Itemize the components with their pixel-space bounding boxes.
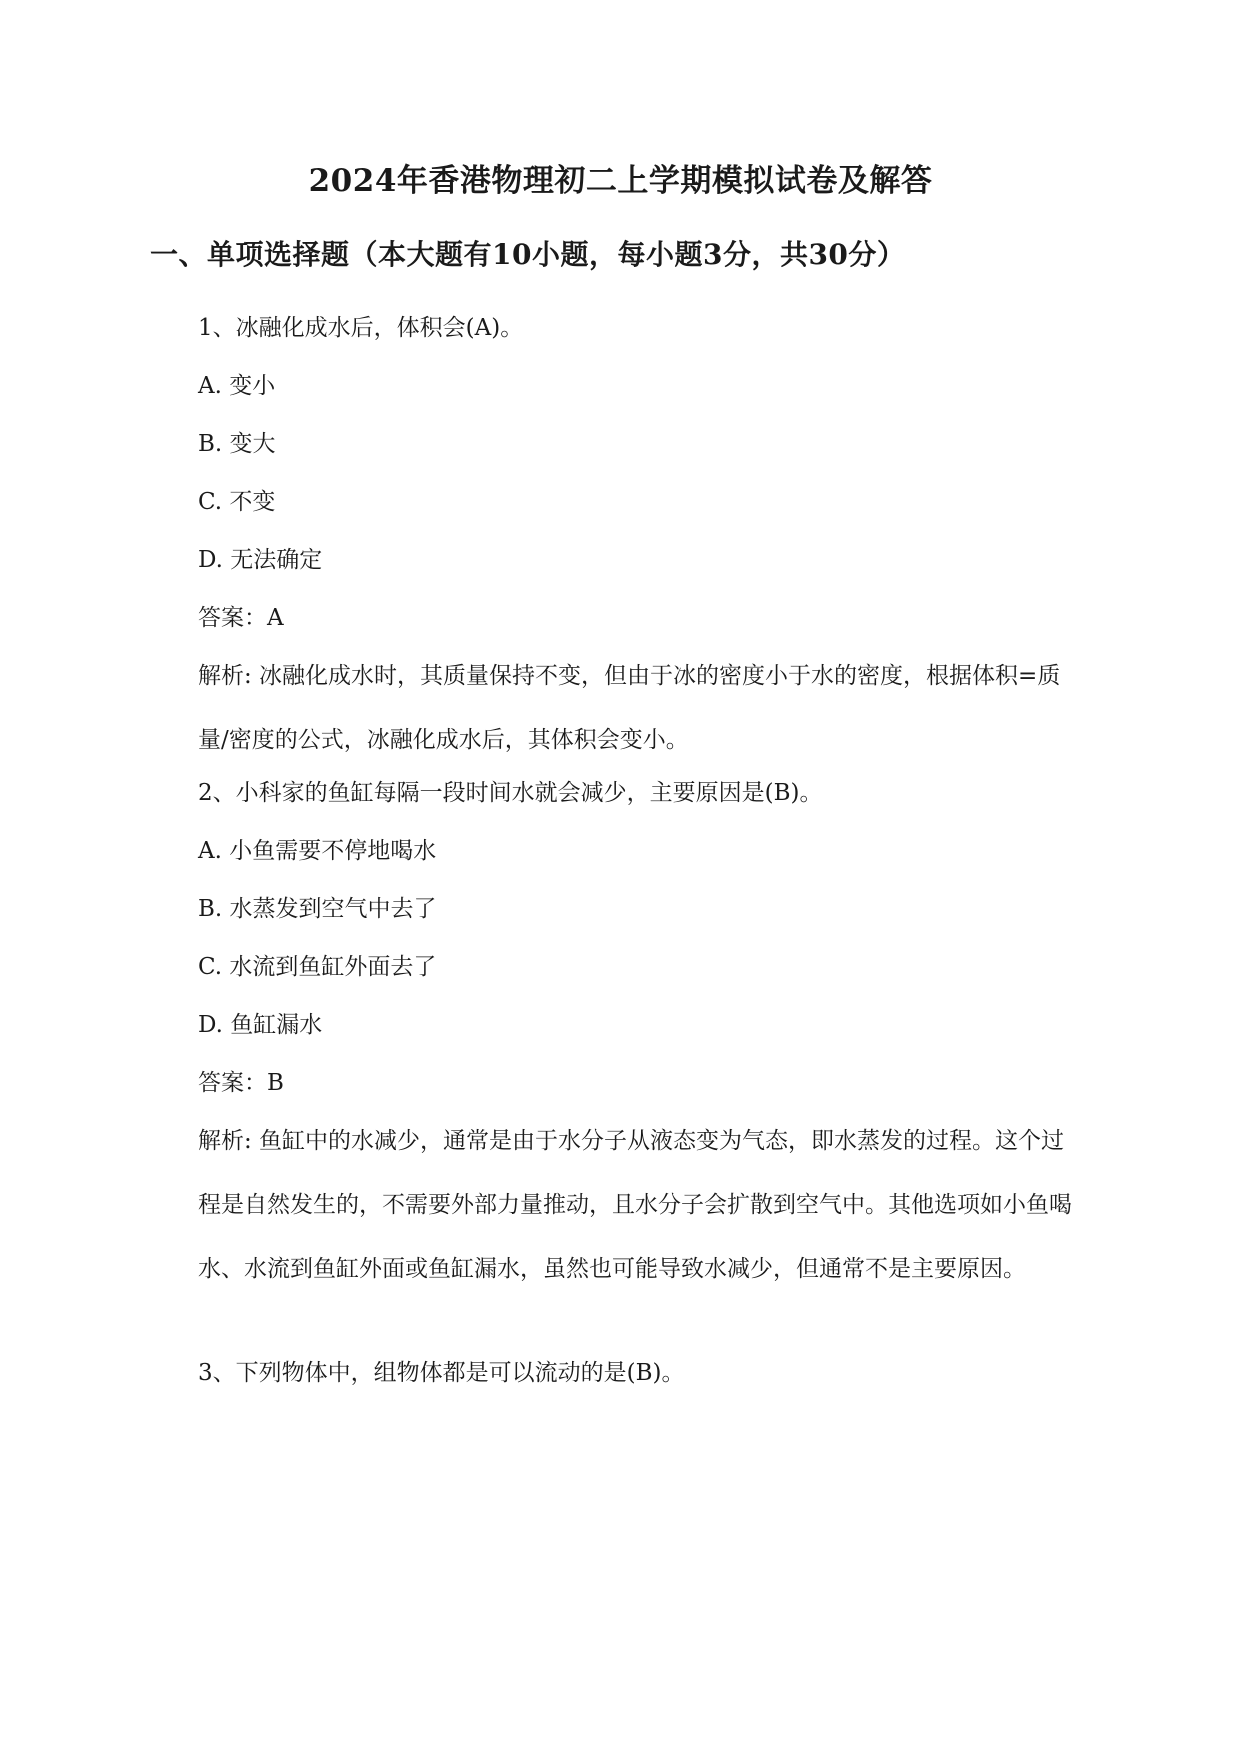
question-1-option-d: D. 无法确定	[198, 547, 323, 573]
question-1-stem: 1、冰融化成水后，体积会(A)。	[198, 315, 524, 341]
question-2-option-d: D. 鱼缸漏水	[198, 1012, 323, 1038]
question-2-stem: 2、小科家的鱼缸每隔一段时间水就会减少，主要原因是(B)。	[198, 780, 823, 806]
question-1-option-c: C. 不变	[198, 489, 276, 515]
question-2-answer: 答案：B	[198, 1070, 284, 1096]
question-2-option-a: A. 小鱼需要不停地喝水	[198, 838, 437, 864]
question-3-stem: 3、下列物体中，组物体都是可以流动的是(B)。	[198, 1360, 685, 1386]
question-2-analysis: 解析: 鱼缸中的水减少，通常是由于水分子从液态变为气态，即水蒸发的过程。这个过程是自然发生的，不需要外部力量推动，且水分子会扩散到空气中。其他选项如小鱼喝水、水流到鱼缸外面或鱼缸漏水，虽然也可能导致水减少，但通常不是主要原因。	[198, 1128, 1072, 1282]
question-2-option-c: C. 水流到鱼缸外面去了	[198, 954, 437, 980]
question-1-analysis: 解析: 冰融化成水时，其质量保持不变，但由于冰的密度小于水的密度，根据体积=质量/密度的公式，冰融化成水后，其体积会变小。	[198, 663, 1061, 753]
question-1-option-b: B. 变大	[198, 431, 276, 457]
question-1-option-a: A. 变小	[198, 373, 276, 399]
page-title: 2024年香港物理初二上学期模拟试卷及解答	[308, 163, 933, 199]
question-1-answer: 答案：A	[198, 605, 284, 631]
question-2-option-b: B. 水蒸发到空气中去了	[198, 896, 437, 922]
section-heading: 一、单项选择题（本大题有10小题，每小题3分，共30分）	[150, 238, 906, 271]
